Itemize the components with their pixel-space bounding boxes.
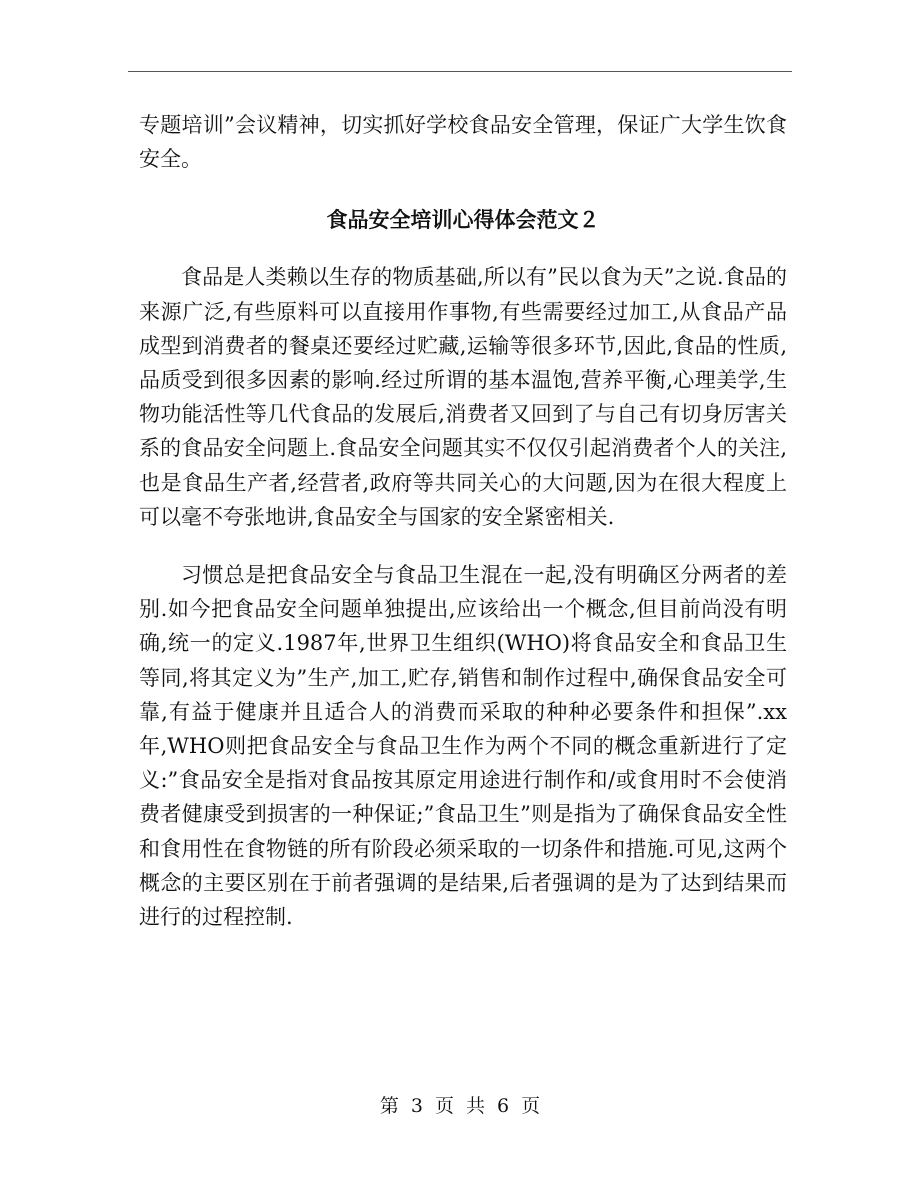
section-title: 食品安全培训心得体会范文２ xyxy=(326,207,600,233)
document-body xyxy=(139,108,787,934)
body-paragraph-2: 习惯总是把食品安全与食品卫生混在一起,没有明确区分两者的差别.如今把食品安全问题单独提出,应该给出一个概念,但目前尚没有明确,统一的定义.1987年,世界卫生组织(WHO)将食品安全和食品卫生等同,将其定义为”生产,加工,贮存,销售和制作过程中,确保食品安全可靠,有益于健康并且适合人的消费而采取的种种必要条件和担保”.xx年,WHO则把食品安全与食品卫生作为两个不同的概念重新进行了定义:”食品安全是指对食品按其原定用途进行制作和/或食用时不会使消费者健康受到损害的一种保证;”食品卫生”则是指为了确保食品安全性和食用性在食物链的所有阶段必须采取的一切条件和措施.可见,这两个概念的主要区别在于前者强调的是结果,后者强调的是为了达到结果而进行的过程控制. xyxy=(139,563,787,930)
intro-paragraph-tail: 专题培训”会议精神，切实抓好学校食品安全管理，保证广大学生饮食安全。 xyxy=(139,113,787,172)
body-paragraph-1: 食品是人类赖以生存的物质基础,所以有”民以食为天”之说.食品的来源广泛,有些原料可以直接用作事物,有些需要经过加工,从食品产品成型到消费者的餐桌还要经过贮藏,运输等很多环节,因此,食品的性质,品质受到很多因素的影响.经过所谓的基本温饱,营养平衡,心理美学,生物功能活性等几代食品的发展后,消费者又回到了与自己有切身厉害关系的食品安全问题上.食品安全问题其实不仅仅引起消费者个人的关注,也是食品生产者,经营者,政府等共同关心的大问题,因为在很大程度上可以毫不夸张地讲,食品安全与国家的安全紧密相关. xyxy=(139,265,787,529)
page-number-footer: 第 3 页 共 6 页 xyxy=(379,1095,541,1117)
header-divider xyxy=(128,71,792,72)
